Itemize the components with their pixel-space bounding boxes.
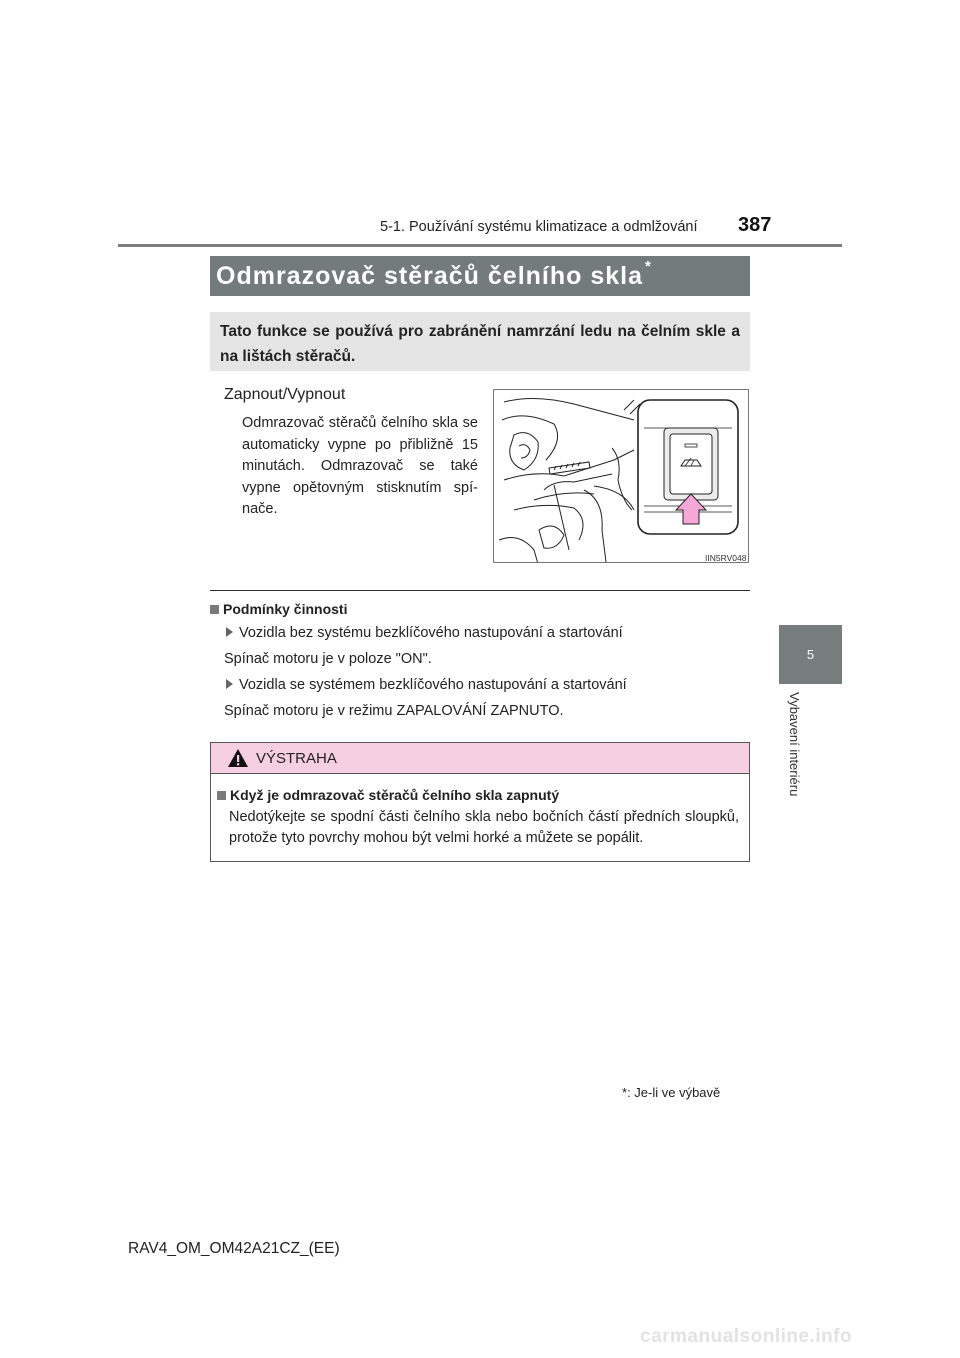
warning-box xyxy=(210,742,750,862)
intro-summary: Tato funkce se používá pro zabránění namrzání ledu na čelním skle a na lištách stěračů. xyxy=(210,312,750,371)
warning-heading xyxy=(217,787,559,803)
condition-state-1: Spínač motoru je v poloze "ON". xyxy=(224,651,432,667)
conditions-heading-text: Podmínky činnosti xyxy=(223,601,348,617)
optional-equipment-marker: * xyxy=(645,257,652,275)
condition-vehicle-2 xyxy=(226,677,627,693)
warning-label: VÝSTRAHA xyxy=(256,750,337,767)
warning-text: Nedotýkejte se spodní části čelního skla nebo bočních částí předních sloupků, protože tyto povrchy mohou být velmi horké a můžete se popálit. xyxy=(229,809,739,846)
triangle-bullet-icon xyxy=(226,627,233,637)
figure-code: IIN5RV048 xyxy=(705,553,747,563)
warning-header xyxy=(211,743,749,774)
switch-illustration xyxy=(493,389,749,563)
dashboard-drawing xyxy=(494,390,749,563)
footnote-marker: * xyxy=(622,1085,628,1100)
conditions-heading xyxy=(210,601,347,617)
footnote xyxy=(622,1085,720,1100)
chapter-label: Vybavení interiéru xyxy=(787,692,802,797)
section-title xyxy=(216,257,652,291)
watermark: carmanualsonline.info xyxy=(640,1326,853,1347)
section-title-text: Odmrazovač stěračů čelního skla xyxy=(216,261,644,290)
condition-vehicle-text: Vozidla bez systému bezklíčového nastupování a startování xyxy=(239,625,623,641)
item-description: Odmrazovač stěračů čelního skla se automaticky vypne po přibližně 15 minutách. Odmrazovač se také vypne opětovným stisknutím spínače. xyxy=(242,415,478,517)
chapter-number: 5 xyxy=(806,647,815,662)
chapter-tab xyxy=(779,625,842,684)
document-code: RAV4_OM_OM42A21CZ_(EE) xyxy=(128,1240,340,1257)
triangle-bullet-icon xyxy=(226,679,233,689)
warning-heading-text: Když je odmrazovač stěračů čelního skla zapnutý xyxy=(230,787,560,803)
section-title-bar xyxy=(210,256,750,296)
condition-vehicle-1 xyxy=(226,625,623,641)
square-bullet-icon xyxy=(217,791,226,800)
warning-triangle-icon xyxy=(227,748,249,768)
condition-state-2: Spínač motoru je v režimu ZAPALOVÁNÍ ZAPNUTO. xyxy=(224,703,564,719)
page-number: 387 xyxy=(738,214,772,236)
footnote-text: : Je-li ve výbavě xyxy=(627,1085,721,1100)
section-divider xyxy=(210,590,750,591)
header-divider xyxy=(118,244,842,247)
condition-vehicle-text: Vozidla se systémem bezklíčového nastupování a startování xyxy=(239,677,627,693)
square-bullet-icon xyxy=(210,605,219,614)
header-section-title: 5-1. Používání systému klimatizace a odmlžování xyxy=(380,219,698,235)
item-title: Zapnout/Vypnout xyxy=(224,386,346,403)
